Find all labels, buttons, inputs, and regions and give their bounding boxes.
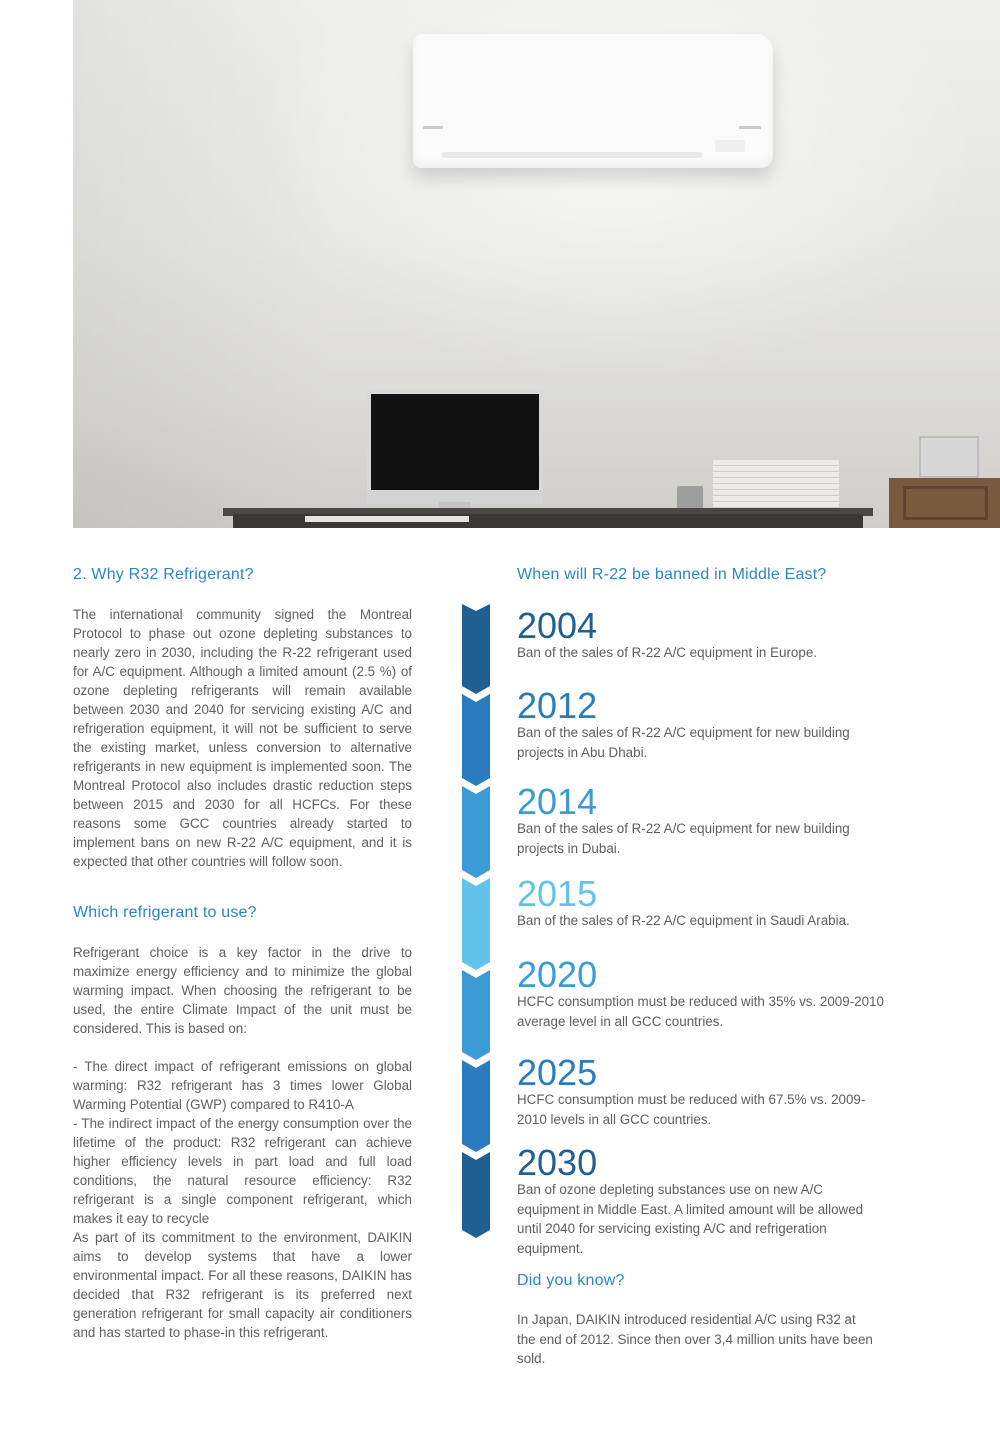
ac-logo-right: [739, 126, 761, 129]
timeline-event-2030: Ban of ozone depleting substances use on new A/C equipment in Middle East. A limited amount will be allowed until 2040 for servicing existing A/C and refrigeration equipment.: [517, 1182, 864, 1256]
ac-display: [715, 140, 745, 152]
storage-box: [919, 436, 979, 478]
wall-shadow: [73, 0, 333, 528]
timeline-year-2014: 2014: [517, 781, 598, 822]
paragraph-daikin-commitment-text: As part of its commitment to the environment, DAIKIN aims to develop systems that have a lower environmental impact. For all these reasons, DAIKIN has decided that R32 refrigerant is its preferred next generation refrigerant for small capacity air conditioners and has started to phase-in this refrigerant.: [73, 1230, 412, 1340]
book-stack: [713, 460, 839, 514]
timeline-year-2012: 2012: [517, 685, 598, 726]
heading-did-you-know: Did you know?: [517, 1272, 625, 1289]
heading-which-refrigerant: Which refrigerant to use?: [73, 904, 257, 921]
monitor: [367, 390, 543, 502]
heading-why-r32: 2. Why R32 Refrigerant?: [73, 566, 254, 583]
bullet-indirect-impact: - The indirect impact of the energy consumption over the lifetime of the product: R32 refrigerant can achieve higher efficiency levels in part load and full load conditions, the natural resource efficiency: R32 refrigerant is a single component refrigerant, which makes it eay to recycle: [73, 1116, 412, 1226]
bullet-list: [73, 1057, 412, 1228]
timeline-chevron-2030: [462, 1152, 490, 1238]
cabinet-drawer: [903, 486, 988, 520]
did-you-know-text: In Japan, DAIKIN introduced residential A/C using R32 at the end of 2012. Since then over 3,4 million units have been sold.: [517, 1312, 873, 1366]
paragraph-refrigerant-choice: [73, 943, 412, 1038]
timeline-chevron-2004: [462, 604, 490, 694]
timeline-year-2004: 2004: [517, 605, 598, 646]
timeline-event-2012: Ban of the sales of R-22 A/C equipment for new building projects in Abu Dhabi.: [517, 725, 850, 760]
paragraph-montreal-text: The international community signed the Montreal Protocol to phase out ozone depleting substances to nearly zero in 2030, including the R-22 refrigerant used for A/C equipment. Although a limited amount (2.5 %) of ozone depleting refrigerants will remain available between 2030 and 2040 for servicing existing A/C and refrigeration equipment, it will not be sufficient to serve the existing market, unless conversion to alternative refrigerants in new equipment is implemented soon. The Montreal Protocol also includes drastic reduction steps between 2015 and 2030 for all HCFCs. For these reasons some GCC countries already started to implement bans on new R-22 A/C equipment, and it is expected that other countries will follow soon.: [73, 607, 412, 869]
timeline-event-2014: Ban of the sales of R-22 A/C equipment for new building projects in Dubai.: [517, 821, 850, 856]
wooden-cabinet: [889, 478, 1000, 528]
paragraph-refrigerant-choice-text: Refrigerant choice is a key factor in the drive to maximize energy efficiency and to minimize the global warming impact. When choosing the refrigerant to be used, the entire Climate Impact of the unit must be considered. This is based on:: [73, 945, 412, 1036]
timeline-event-2025: HCFC consumption must be reduced with 67.5% vs. 2009-2010 levels in all GCC countries.: [517, 1092, 866, 1127]
ac-vent: [441, 152, 703, 158]
bullet-direct-impact: - The direct impact of refrigerant emissions on global warming: R32 refrigerant has 3 times lower Global Warming Potential (GWP) compared to R410-A: [73, 1059, 412, 1112]
timeline-year-2020: 2020: [517, 954, 598, 995]
timeline-year-2030: 2030: [517, 1142, 598, 1183]
heading-r22-ban: When will R-22 be banned in Middle East?: [517, 566, 827, 583]
timeline-event-2020: HCFC consumption must be reduced with 35% vs. 2009-2010 average level in all GCC countries.: [517, 994, 884, 1029]
timeline-chevron-2025: [462, 1060, 490, 1152]
timeline-event-2004: Ban of the sales of R-22 A/C equipment in Europe.: [517, 645, 817, 660]
timeline-event-2015: Ban of the sales of R-22 A/C equipment in Saudi Arabia.: [517, 913, 850, 928]
paragraph-daikin-commitment: [73, 1228, 412, 1342]
timeline-chevron-2012: [462, 694, 490, 786]
timeline-chevron-2014: [462, 786, 490, 878]
timeline-chevron-2015: [462, 878, 490, 970]
timeline-year-2025: 2025: [517, 1052, 598, 1093]
ac-logo-left: [423, 126, 443, 129]
timeline-year-2015: 2015: [517, 873, 598, 914]
timeline-chevron-2020: [462, 970, 490, 1060]
air-conditioner-unit: [413, 34, 773, 168]
keyboard: [305, 516, 469, 522]
hero-photo: [73, 0, 1000, 528]
paragraph-montreal: [73, 605, 412, 871]
